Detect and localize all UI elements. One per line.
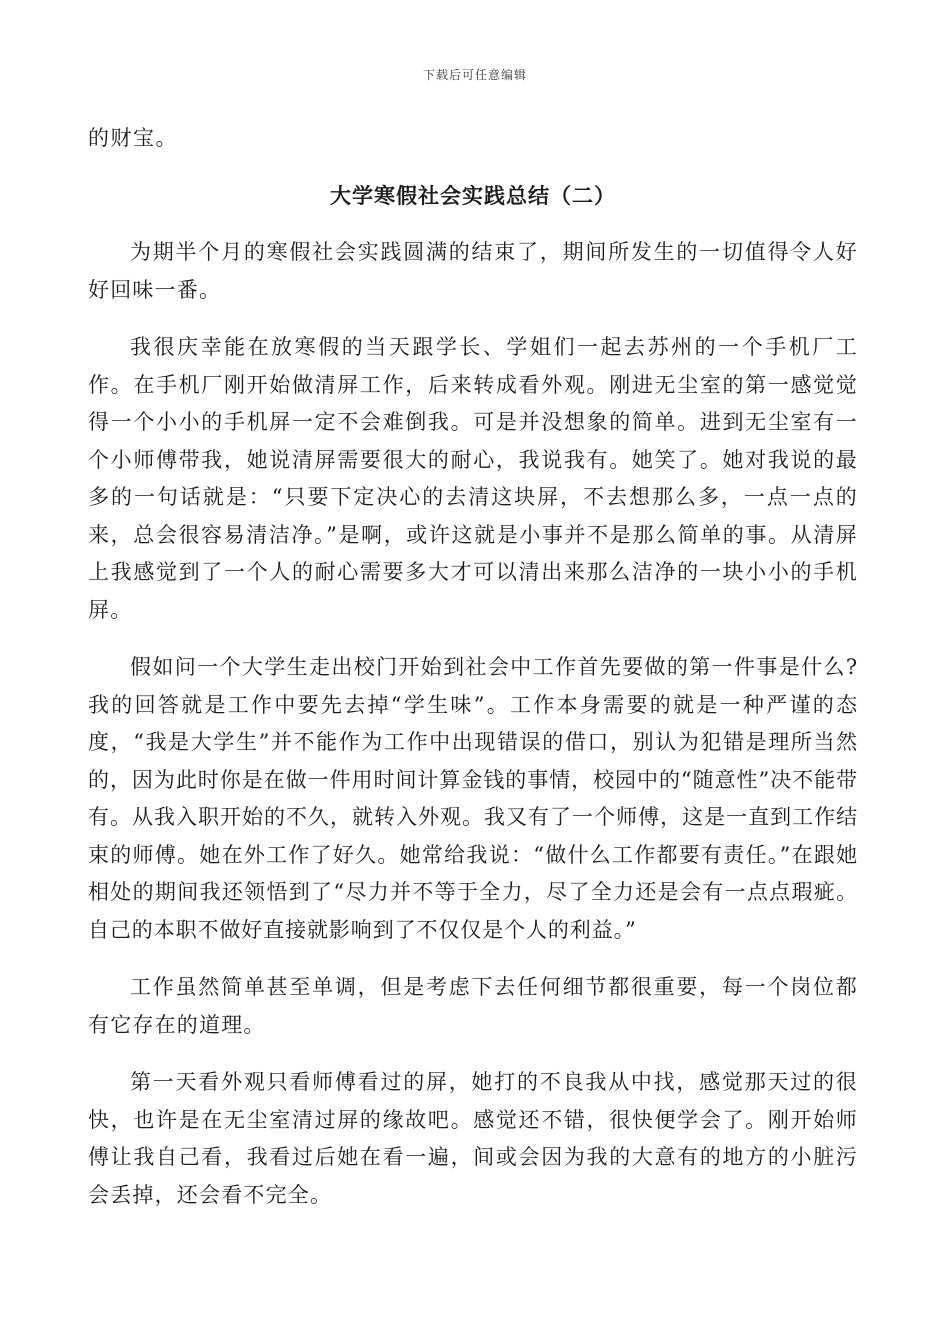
paragraph: 假如问一个大学生走出校门开始到社会中工作首先要做的第一件事是什么?我的回答就是工作中要先去掉“学生味”。工作本身需要的就是一种严谨的态度，“我是大学生”并不能作为工作中出现错误的借口，别认为犯错是理所当然的，因为此时你是在做一件用时间计算金钱的事情，校园中的“随意性”决不能带有。从我入职开始的不久，就转入外观。我又有了一个师傅，这是一直到工作结束的师傅。她在外工作了好久。她常给我说：“做什么工作都要有责任。”在跟她相处的期间我还领悟到了“尽力并不等于全力，尽了全力还是会有一点点瑕疵。自己的本职不做好直接就影响到了不仅仅是个人的利益。” — [88, 655, 858, 942]
paragraph: 我很庆幸能在放寒假的当天跟学长、学姐们一起去苏州的一个手机厂工作。在手机厂刚开始做清屏工作，后来转成看外观。刚进无尘室的第一感觉觉得一个小小的手机屏一定不会难倒我。可是并没想象的简单。进到无尘室有一个小师傅带我，她说清屏需要很大的耐心，我说我有。她笑了。她对我说的最多的一句话就是：“只要下定决心的去清这块屏，不去想那么多，一点一点的来，总会很容易清洁净。”是啊，或许这就是小事并不是那么简单的事。从清屏上我感觉到了一个人的耐心需要多大才可以清出来那么洁净的一块小小的手机屏。 — [88, 335, 858, 622]
document-body — [88, 120, 858, 1234]
document-title: 大学寒假社会实践总结（二） — [330, 183, 616, 208]
header-note: 下载后可任意编辑 — [422, 68, 527, 82]
paragraph: 第一天看外观只看师傅看过的屏，她打的不良我从中找，感觉那天过的很快，也许是在无尘室清过屏的缘故吧。感觉还不错，很快便学会了。刚开始师傅让我自己看，我看过后她在看一遍，间或会因为我的大意有的地方的小脏污会丢掉，还会看不完全。 — [88, 1070, 858, 1207]
lead-line: 的财宝。 — [88, 126, 178, 150]
paragraph: 工作虽然简单甚至单调，但是考虑下去任何细节都很重要，每一个岗位都有它存在的道理。 — [88, 975, 858, 1037]
paragraph: 为期半个月的寒假社会实践圆满的结束了，期间所发生的一切值得令人好好回味一番。 — [88, 240, 858, 302]
